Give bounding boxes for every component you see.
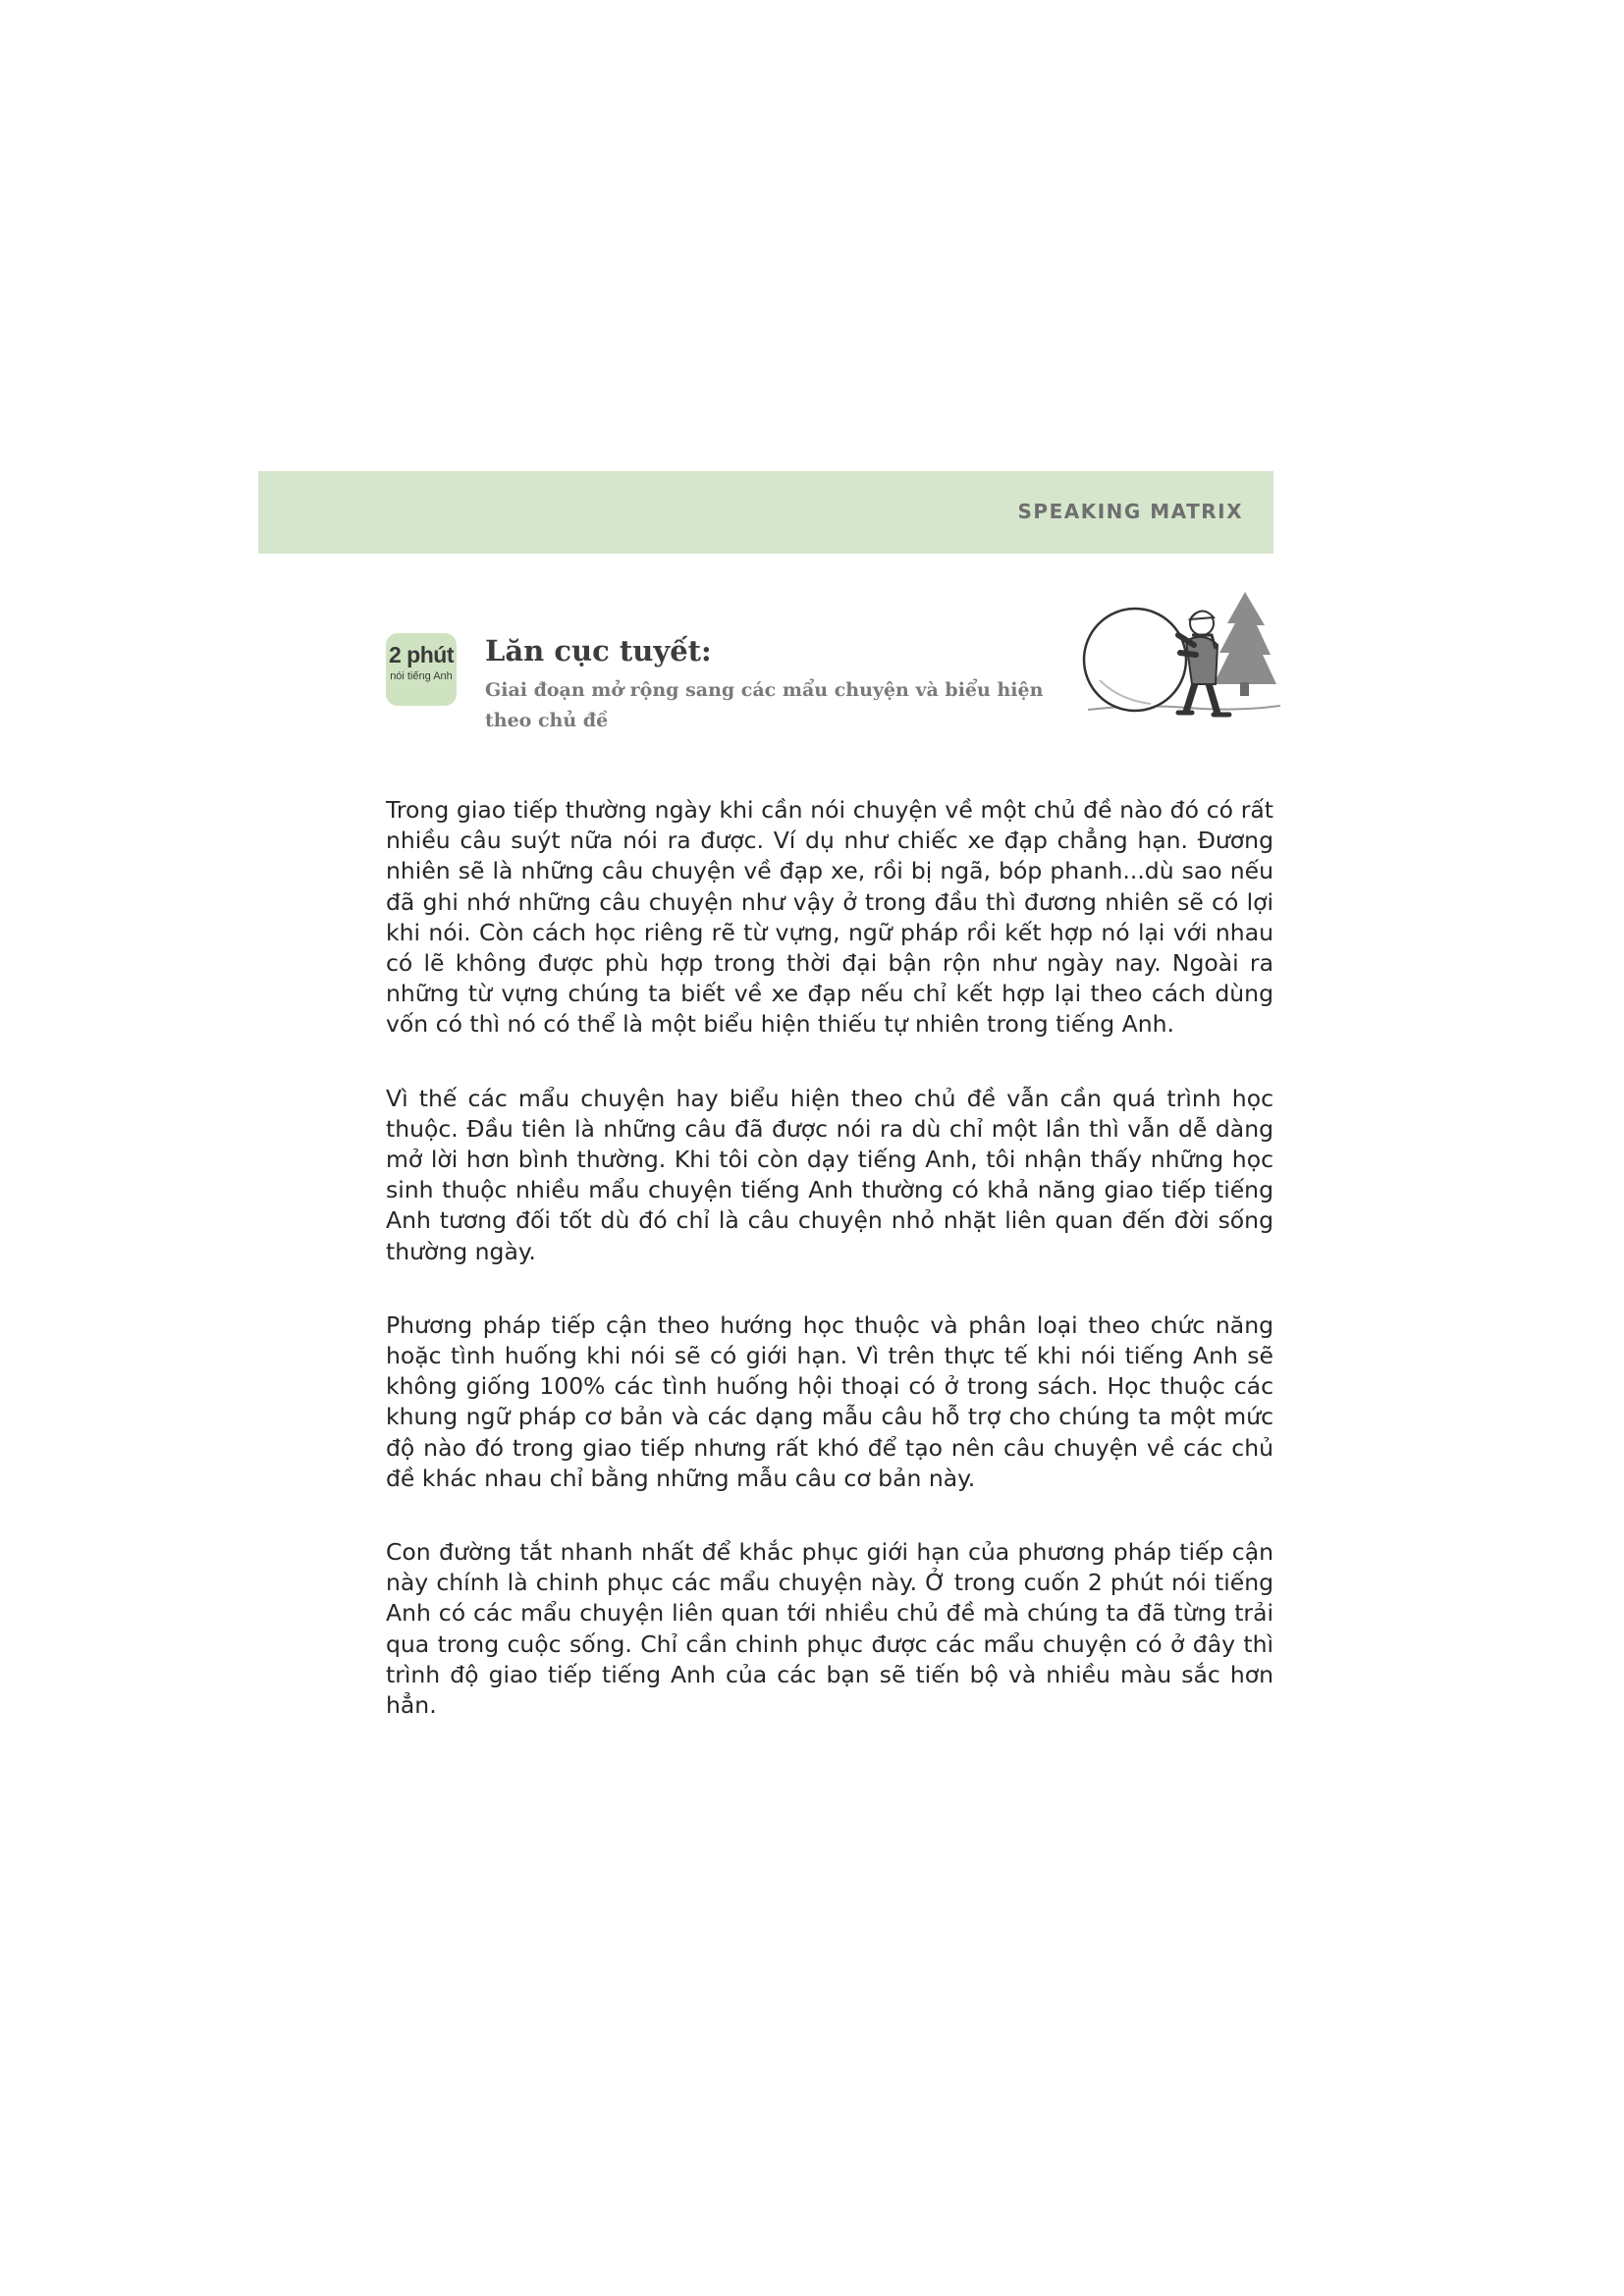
tree-trunk bbox=[1240, 682, 1249, 696]
section-subtitle: Giai đoạn mở rộng sang các mẩu chuyện và biểu hiện theo chủ đề bbox=[485, 679, 1044, 731]
paragraph: Trong giao tiếp thường ngày khi cần nói chuyện về một chủ đề nào đó có rất nhiều câu suýt nữa nói ra được. Ví dụ như chiếc xe đạp chẳng hạn. Đương nhiên sẽ là những câu chuyện về đạp xe, rồi bị ngã, bóp phanh...dù sao nếu đã ghi nhớ những câu chuyện như vậy ở trong đầu thì đương nhiên sẽ có lợi khi nói. Còn cách học riêng rẽ từ vựng, ngữ pháp rồi kết hợp nó lại với nhau có lẽ không được phù hợp trong thời đại bận rộn như ngày nay. Ngoài ra những từ vựng chúng ta biết về xe đạp nếu chỉ kết hợp lại theo cách dùng vốn có thì nó có thể là một biểu hiện thiếu tự nhiên trong tiếng Anh. bbox=[386, 796, 1273, 1039]
paragraph: Con đường tắt nhanh nhất để khắc phục giới hạn của phương pháp tiếp cận này chính là chinh phục các mẩu chuyện này. Ở trong cuốn 2 phút nói tiếng Anh có các mẩu chuyện liên quan tới nhiều chủ đề mà chúng ta đã từng trải qua trong cuộc sống. Chỉ cần chinh phục được các mẩu chuyện có ở đây thì trình độ giao tiếp tiếng Anh của các bạn sẽ tiến bộ và nhiều màu sắc hơn hẳn. bbox=[386, 1538, 1273, 1720]
person-shoes bbox=[1178, 713, 1229, 715]
header-band bbox=[258, 471, 1273, 554]
paragraph: Vì thế các mẩu chuyện hay biểu hiện theo chủ đề vẫn cần quá trình học thuộc. Đầu tiên là những câu đã được nói ra dù chỉ một lần thì vẫn dễ dàng mở lời hơn bình thường. Khi tôi còn dạy tiếng Anh, tôi nhận thấy những học sinh thuộc nhiều mẩu chuyện tiếng Anh thường có khả năng giao tiếp tiếng Anh tương đối tốt dù đó chỉ là câu chuyện nhỏ nhặt liên quan đến đời sống thường ngày. bbox=[386, 1084, 1273, 1265]
snowball-shape bbox=[1084, 609, 1186, 711]
paragraph: Phương pháp tiếp cận theo hướng học thuộc và phân loại theo chức năng hoặc tình huống khi nói sẽ có giới hạn. Vì trên thực tế khi nói tiếng Anh sẽ không giống 100% các tình huống hội thoại có ở trong sách. Học thuộc các khung ngữ pháp cơ bản và các dạng mẫu câu hỗ trợ cho chúng ta một mức độ nào đó trong giao tiếp nhưng rất khó để tạo nên câu chuyện về các chủ đề khác nhau chỉ bằng những mẫu câu cơ bản này. bbox=[386, 1310, 1273, 1492]
badge-number: 2 phút bbox=[389, 642, 454, 667]
chapter-badge bbox=[386, 633, 457, 706]
person-hat bbox=[1190, 611, 1214, 619]
person-rolling-snowball-illustration bbox=[1080, 584, 1281, 736]
header-label: SPEAKING MATRIX bbox=[1017, 500, 1243, 523]
body-text bbox=[386, 795, 1273, 1764]
section-title: Lăn cục tuyết: bbox=[485, 634, 712, 667]
badge-subtitle: nói tiếng Anh bbox=[390, 670, 453, 682]
tree-shape bbox=[1214, 592, 1276, 684]
